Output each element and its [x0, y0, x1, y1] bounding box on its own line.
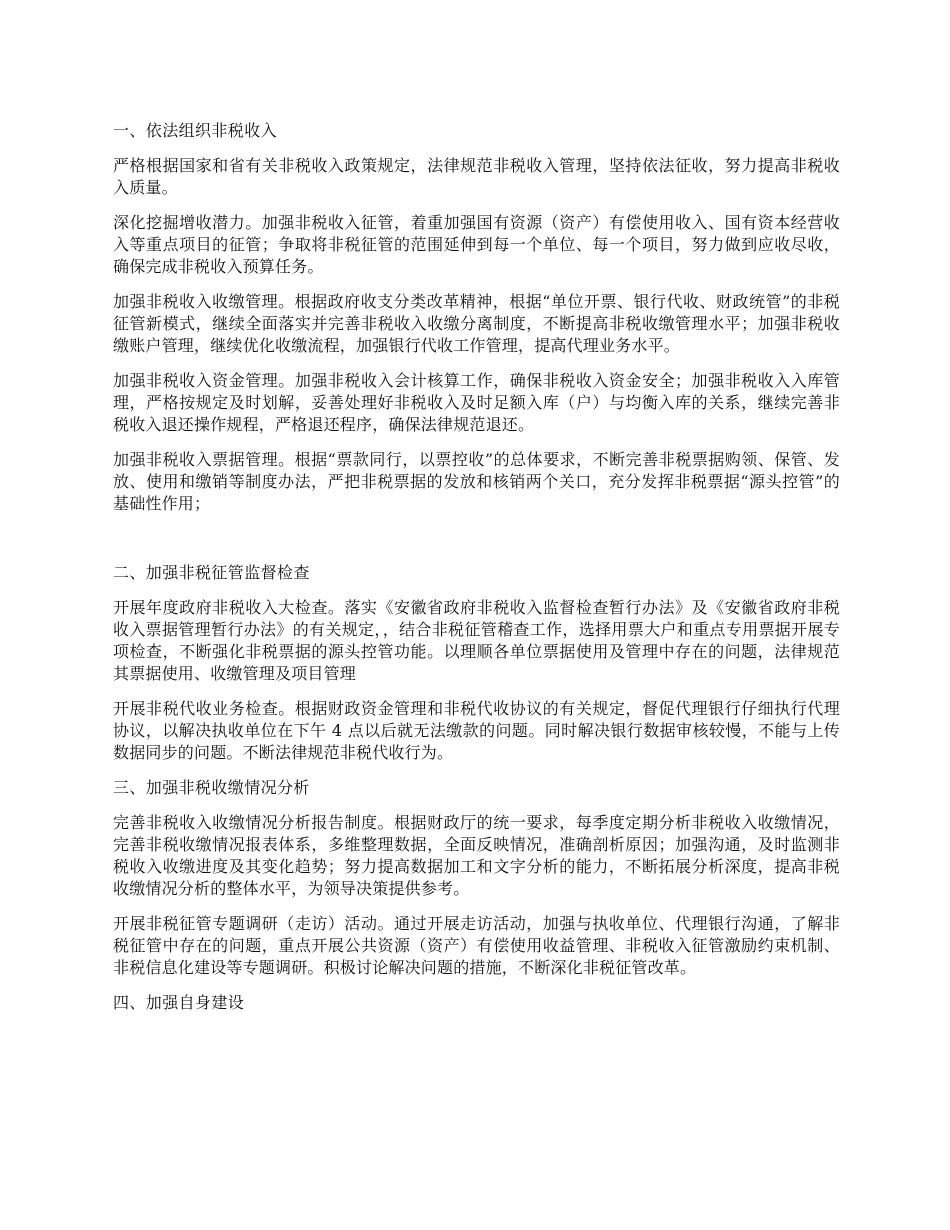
paragraph: 深化挖掘增收潜力。加强非税收入征管，着重加强国有资源（资产）有偿使用收入、国有资本经营收入等重点项目的征管；争取将非税征管的范围延伸到每一个单位、每一个项目，努力做到应收尽收，确保完成非税收入预算任务。 [113, 213, 840, 276]
paragraph: 完善非税收入收缴情况分析报告制度。根据财政厅的统一要求，每季度定期分析非税收入收缴情况，完善非税收缴情况报表体系，多维整理数据，全面反映情况，准确剖析原因；加强沟通，及时监测非税收入收缴进度及其变化趋势；努力提高数据加工和文字分析的能力，不断拓展分析深度，提高非税收缴情况分析的整体水平，为领导决策提供参考。 [113, 813, 840, 898]
section-gap [113, 528, 840, 562]
paragraph: 严格根据国家和省有关非税收入政策规定，法律规范非税收入管理，坚持依法征收，努力提高非税收入质量。 [113, 156, 840, 197]
section-4 [113, 992, 840, 1014]
section-heading: 四、加强自身建设 [113, 993, 245, 1012]
section-3 [113, 777, 840, 979]
paragraph: 开展非税代收业务检查。根据财政资金管理和非税代收协议的有关规定，督促代理银行仔细执行代理协议，以解决执收单位在下午 4 点以后就无法缴款的问题。同时解决银行数据审核较慢，不能与上传数据同步的问题。不断法律规范非税代收行为。 [113, 699, 840, 762]
section-heading: 一、依法组织非税收入 [113, 121, 278, 140]
paragraph: 加强非税收入收缴管理。根据政府收支分类改革精神，根据“单位开票、银行代收、财政统管”的非税征管新模式，继续全面落实并完善非税收入收缴分离制度，不断提高非税收缴管理水平；加强非税收缴账户管理，继续优化收缴流程，加强银行代收工作管理，提高代理业务水平。 [113, 292, 840, 355]
section-1 [113, 120, 840, 515]
section-heading: 二、加强非税征管监督检查 [113, 563, 310, 582]
paragraph: 加强非税收入资金管理。加强非税收入会计核算工作，确保非税收入资金安全；加强非税收入入库管理，严格按规定及时划解，妥善处理好非税收入及时足额入库（户）与均衡入库的关系，继续完善非税收入退还操作规程，严格退还程序，确保法律规范退还。 [113, 371, 840, 434]
section-heading: 三、加强非税收缴情况分析 [113, 778, 310, 797]
paragraph: 加强非税收入票据管理。根据“票款同行，以票控收”的总体要求，不断完善非税票据购领、保管、发放、使用和缴销等制度办法，严把非税票据的发放和核销两个关口，充分发挥非税票据“源头控管”的基础性作用； [113, 450, 840, 513]
document-page [113, 120, 840, 1027]
paragraph: 开展非税征管专题调研（走访）活动。通过开展走访活动，加强与执收单位、代理银行沟通，了解非税征管中存在的问题，重点开展公共资源（资产）有偿使用收益管理、非税收入征管激励约束机制、非税信息化建设等专题调研。积极讨论解决问题的措施，不断深化非税征管改革。 [113, 914, 840, 977]
paragraph: 开展年度政府非税收入大检查。落实《安徽省政府非税收入监督检查暂行办法》及《安徽省政府非税收入票据管理暂行办法》的有关规定，，结合非税征管稽查工作，选择用票大户和重点专用票据开展专项检查，不断强化非税票据的源头控管功能。以理顺各单位票据使用及管理中存在的问题，法律规范其票据使用、收缴管理及项目管理 [113, 598, 840, 683]
section-2 [113, 562, 840, 764]
